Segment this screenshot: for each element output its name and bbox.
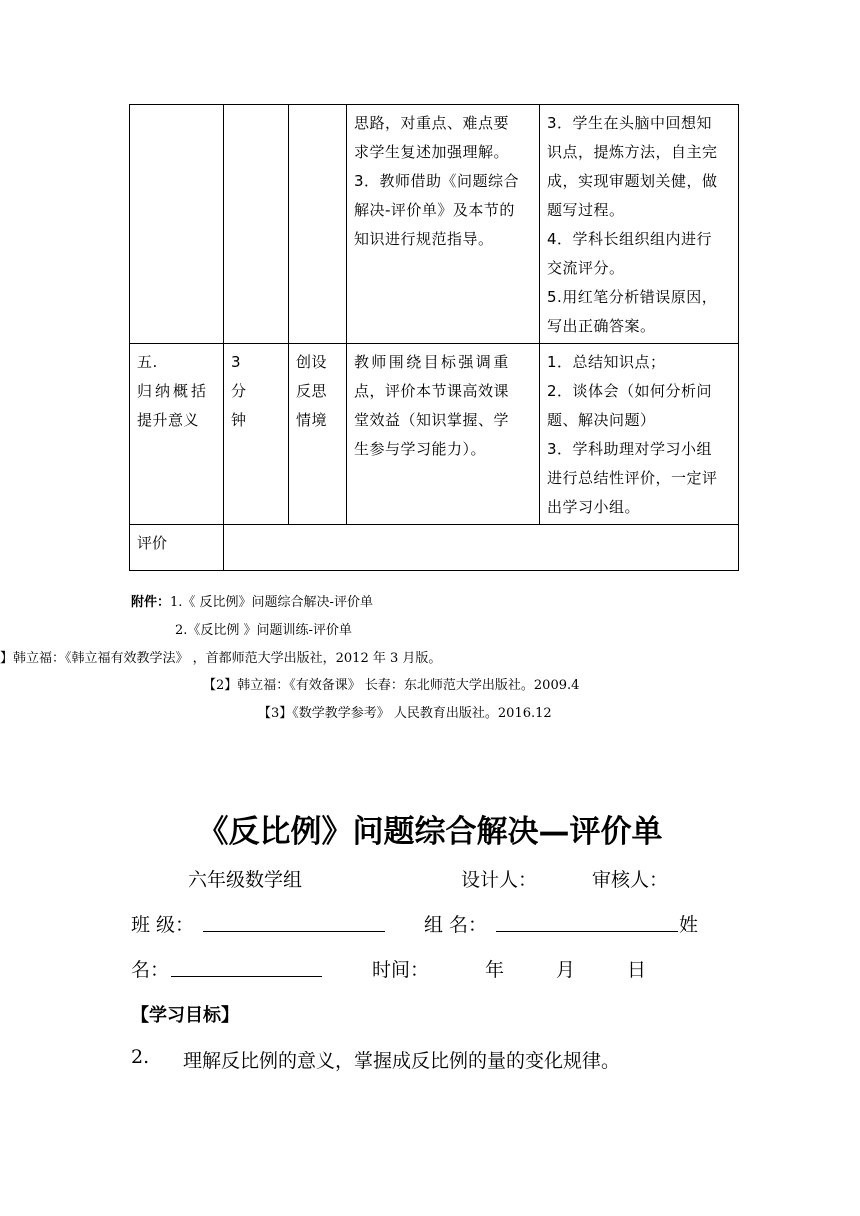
objective-text: 理解反比例的意义，掌握成反比例的量的变化规律。 — [183, 1050, 621, 1072]
text-line: 写出正确答案。 — [547, 317, 656, 335]
attachment-item: 1.《 反比例》问题综合解决-评价单 — [170, 595, 373, 610]
attachment-line-1 — [131, 591, 373, 610]
text-line: 钟 — [231, 411, 247, 429]
text-line: 反思 — [296, 382, 328, 400]
evaluation-label-cell — [130, 525, 224, 571]
text-line: 识点，提炼方法，自主完 — [547, 143, 718, 161]
attachment-label: 附件： — [131, 595, 171, 610]
method-cell — [289, 344, 347, 525]
year-label: 年 — [485, 959, 505, 981]
evaluation-label: 评价 — [137, 534, 168, 552]
text-line: 成，实现审题划关健，做 — [547, 172, 718, 190]
attachment-item: 2.《反比例 》问题训练-评价单 — [175, 623, 352, 638]
sheet-title: 《反比例》问题综合解决—评价单 — [197, 814, 663, 850]
text-line: 1．总结知识点； — [547, 353, 666, 371]
text-line: 3．学科助理对学习小组 — [547, 440, 713, 458]
text-line: 2．谈体会（如何分析问 — [547, 382, 713, 400]
text-line: 教师围绕目标强调重 — [354, 353, 511, 371]
group-name-label: 组 名： — [424, 914, 488, 936]
objectives-heading: 【学习目标】 — [131, 1005, 239, 1026]
table-row — [130, 105, 739, 344]
day-label: 日 — [627, 959, 647, 981]
text-line: 归纳概括 — [137, 382, 210, 400]
text-line: 思路，对重点、难点要 — [354, 114, 510, 132]
text-line: 交流评分。 — [547, 259, 625, 277]
name-field[interactable] — [171, 976, 322, 977]
class-field[interactable] — [203, 931, 385, 932]
teacher-activity-cell — [347, 105, 540, 344]
text-line: 点，评价本节课高效课 — [354, 382, 510, 400]
text-line: 分 — [231, 382, 247, 400]
text-line: 生参与学习能力）。 — [354, 440, 487, 458]
text-line: 知识进行规范指导。 — [354, 230, 494, 248]
text-line: 3 — [231, 353, 242, 371]
reference-item: 【2】韩立福：《有效备课》 长春：东北师范大学出版社。2009.4 — [203, 678, 580, 693]
group-name: 六年级数学组 — [188, 869, 303, 891]
text-line: 五. — [137, 353, 158, 371]
time-cell — [224, 105, 289, 344]
text-line: 创设 — [296, 353, 328, 371]
class-label: 班 级： — [131, 914, 195, 936]
surname-label: 姓 — [679, 914, 699, 936]
evaluation-content-cell — [224, 525, 739, 571]
text-line: 出学习小组。 — [547, 498, 641, 516]
text-line: 4．学科长组织组内进行 — [547, 230, 713, 248]
student-activity-cell — [540, 105, 739, 344]
table-row — [130, 344, 739, 525]
text-line: 题、解决问题） — [547, 411, 656, 429]
text-line: 题写过程。 — [547, 201, 625, 219]
table-row — [130, 525, 739, 571]
designer-label: 设计人： — [461, 869, 538, 891]
stage-cell — [130, 344, 224, 525]
method-cell — [289, 105, 347, 344]
stage-cell — [130, 105, 224, 344]
reviewer-label: 审核人： — [592, 869, 669, 891]
time-label: 时间： — [372, 959, 430, 981]
text-line: 3．学生在头脑中回想知 — [547, 114, 713, 132]
group-name-field[interactable] — [496, 931, 678, 932]
text-line: 提升意义 — [137, 411, 200, 429]
reference-item: 】韩立福：《韩立福有效教学法》 ，首都师范大学出版社，2012 年 3 月版。 — [0, 651, 442, 666]
text-line: 3．教师借助《问题综合 — [354, 172, 520, 190]
student-activity-cell — [540, 344, 739, 525]
time-cell — [224, 344, 289, 525]
text-line: 解决-评价单》及本节的 — [354, 201, 515, 219]
name-label: 名： — [131, 959, 170, 981]
month-label: 月 — [556, 959, 576, 981]
objective-number: 2. — [131, 1046, 150, 1068]
lesson-plan-table — [129, 104, 739, 571]
text-line: 堂效益（知识掌握、学 — [354, 411, 510, 429]
reference-item: 【3】《数学教学参考》 人民教育出版社。2016.12 — [258, 706, 552, 721]
text-line: 求学生复述加强理解。 — [354, 143, 510, 161]
teacher-activity-cell — [347, 344, 540, 525]
text-line: 情境 — [296, 411, 328, 429]
text-line: 进行总结性评价，一定评 — [547, 469, 718, 487]
text-line: 5.用红笔分析错误原因， — [547, 288, 718, 306]
